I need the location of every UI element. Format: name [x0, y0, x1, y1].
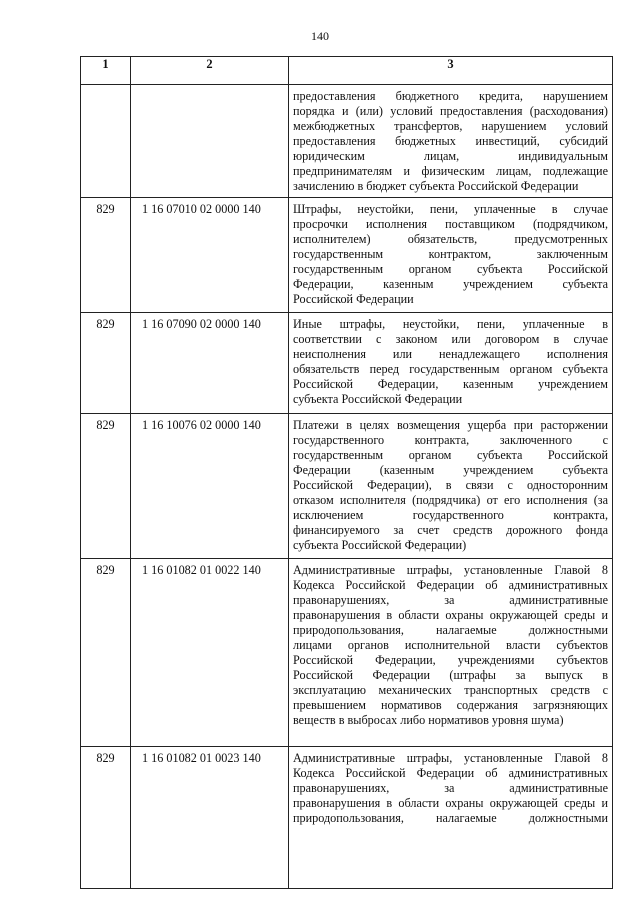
description-line: соответствии с законом или договором в случае	[293, 332, 608, 346]
description-line: государственным органом субъекта Российской	[293, 448, 608, 462]
budget-code-cell	[131, 85, 289, 198]
table-row	[81, 559, 613, 747]
description-line: финансируемого за счет средств дорожного фонда	[293, 523, 608, 537]
description-line: Российской Федерации, казенным учреждением	[293, 377, 608, 391]
description-line: Кодекса Российской Федерации об административных	[293, 766, 608, 780]
description-line: Административные штрафы, установленные Главой 8	[293, 751, 608, 765]
description-line: превышением нормативов содержания загрязняющих	[293, 698, 608, 712]
description-line: межбюджетных трансфертов, нарушением условий	[293, 119, 608, 133]
description-line: Федерации, казенным учреждением субъекта	[293, 277, 608, 291]
description-line: исполнителем) обязательств, предусмотренных	[293, 232, 608, 246]
table-header-row	[81, 57, 613, 85]
table-row	[81, 313, 613, 414]
description-line: предпринимателям и физическим лицам, подлежащие	[293, 164, 608, 178]
description-line: Иные штрафы, неустойки, пени, уплаченные в	[293, 317, 608, 331]
description-line: государственным органом субъекта Российской	[293, 262, 608, 276]
description-line: эксплуатацию механических транспортных средств с	[293, 683, 608, 697]
description-line: Российской Федерации	[293, 292, 414, 306]
description-line: Кодекса Российской Федерации об административных	[293, 578, 608, 592]
admin-code-cell: 829	[81, 747, 131, 889]
budget-code-cell: 1 16 10076 02 0000 140	[131, 414, 289, 559]
description-line: государственного контракта, заключенного с	[293, 433, 608, 447]
description-line: правонарушения в области охраны окружающей среды и	[293, 608, 608, 622]
description-line: предоставления бюджетного кредита, нарушением	[293, 89, 608, 103]
description-cell	[289, 559, 613, 747]
description-cell	[289, 747, 613, 889]
description-line: предоставления бюджетных инвестиций, субсидий	[293, 134, 608, 148]
budget-code-cell: 1 16 07090 02 0000 140	[131, 313, 289, 414]
admin-code-cell: 829	[81, 313, 131, 414]
budget-code-cell: 1 16 01082 01 0023 140	[131, 747, 289, 889]
admin-code-cell: 829	[81, 198, 131, 313]
description-line: Российской Федерации, учреждениями субъектов	[293, 653, 608, 667]
description-line: Штрафы, неустойки, пени, уплаченные в случае	[293, 202, 608, 216]
description-cell	[289, 198, 613, 313]
table-row	[81, 414, 613, 559]
table-row	[81, 85, 613, 198]
description-cell	[289, 85, 613, 198]
description-line: лицами органов исполнительной власти субъектов	[293, 638, 608, 652]
description-line: Российской Федерации (штрафы за выпуск в	[293, 668, 608, 682]
column-header-1: 1	[81, 57, 131, 85]
description-line: зачислению в бюджет субъекта Российской Федерации	[293, 179, 579, 193]
description-line: природопользования, налагаемые должностными	[293, 811, 608, 825]
description-line: государственным контрактом, заключенным	[293, 247, 608, 261]
description-line: Российской Федерации), в связи с односторонним	[293, 478, 608, 492]
description-line: неисполнения или ненадлежащего исполнения	[293, 347, 608, 361]
page-number: 140	[311, 29, 329, 43]
description-line: исключением государственного контракта,	[293, 508, 608, 522]
description-line: Федерации (казенным учреждением субъекта	[293, 463, 608, 477]
description-line: веществ в выбросах либо нормативов уровня шума)	[293, 713, 564, 727]
description-line: природопользования, налагаемые должностными	[293, 623, 608, 637]
table-row	[81, 747, 613, 889]
column-header-3: 3	[289, 57, 613, 85]
description-cell	[289, 414, 613, 559]
table-row	[81, 198, 613, 313]
budget-code-cell: 1 16 07010 02 0000 140	[131, 198, 289, 313]
description-line: правонарушениях, за административные	[293, 593, 608, 607]
budget-classification-table	[80, 56, 613, 889]
description-line: субъекта Российской Федерации)	[293, 538, 467, 552]
description-line: правонарушениях, за административные	[293, 781, 608, 795]
admin-code-cell: 829	[81, 414, 131, 559]
description-line: порядка и (или) условий предоставления (расходования)	[293, 104, 608, 118]
description-line: обязательств перед государственным органом субъекта	[293, 362, 608, 376]
description-line: отказом исполнителя (подрядчика) от его исполнения (за	[293, 493, 608, 507]
description-line: Платежи в целях возмещения ущерба при расторжении	[293, 418, 608, 432]
admin-code-cell	[81, 85, 131, 198]
description-cell	[289, 313, 613, 414]
budget-code-cell: 1 16 01082 01 0022 140	[131, 559, 289, 747]
column-header-2: 2	[131, 57, 289, 85]
description-line: Административные штрафы, установленные Главой 8	[293, 563, 608, 577]
description-line: просрочки исполнения поставщиком (подрядчиком,	[293, 217, 608, 231]
description-line: правонарушения в области охраны окружающей среды и	[293, 796, 608, 810]
admin-code-cell: 829	[81, 559, 131, 747]
description-line: субъекта Российской Федерации	[293, 392, 463, 406]
description-line: юридическим лицам, индивидуальным	[293, 149, 608, 163]
